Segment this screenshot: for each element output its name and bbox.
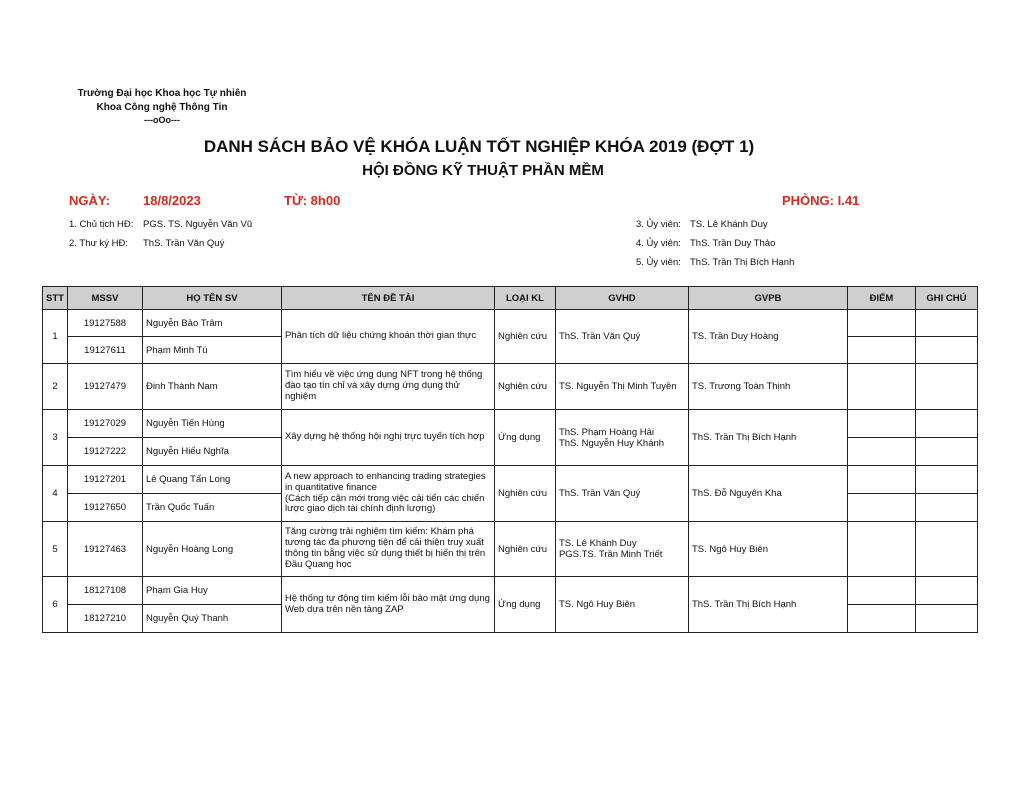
advisor-cell <box>555 410 688 466</box>
score-cell[interactable] <box>847 438 915 466</box>
time-value: TỪ: 8h00 <box>284 193 341 208</box>
table-row <box>43 522 978 577</box>
document-title: DANH SÁCH BẢO VỆ KHÓA LUẬN TỐT NGHIỆP KHÓA 2019 (ĐỢT 1) <box>203 137 755 156</box>
thesis-type: Nghiên cứu <box>494 364 555 410</box>
student-name: Nguyễn Quý Thanh <box>142 605 281 633</box>
council-member-5 <box>636 257 794 268</box>
student-id: 19127222 <box>67 438 142 466</box>
advisor-cell: TS. Ngô Huy Biên <box>555 577 688 633</box>
row-stt: 5 <box>43 522 68 577</box>
header-ornament: ---oOo--- <box>144 115 180 125</box>
header-notes: GHI CHÚ <box>915 287 977 310</box>
table-row <box>43 466 978 494</box>
member3-name: TS. Lê Khánh Duy <box>690 219 768 230</box>
advisor-cell: ThS. Trần Văn Quý <box>555 310 688 364</box>
score-cell[interactable] <box>847 494 915 522</box>
secretary-role: 2. Thư ký HĐ: <box>69 238 128 249</box>
notes-cell[interactable] <box>915 438 977 466</box>
topic-english: A new approach to enhancing trading strategies in quantitative finance <box>284 470 486 493</box>
reviewer-cell: ThS. Đỗ Nguyên Kha <box>688 466 847 522</box>
topic-cell: Phân tích dữ liệu chứng khoán thời gian thực <box>281 310 494 364</box>
row-stt: 3 <box>43 410 68 466</box>
member5-role: 5. Ủy viên: <box>636 257 681 268</box>
notes-cell[interactable] <box>915 494 977 522</box>
notes-cell[interactable] <box>915 310 977 337</box>
student-id: 19127029 <box>67 410 142 438</box>
thesis-type: Nghiên cứu <box>494 522 555 577</box>
university-name: Trường Đại học Khoa học Tự nhiên <box>77 88 247 99</box>
student-id: 18127108 <box>67 577 142 605</box>
topic-cell: Tìm hiểu về việc ứng dụng NFT trong hệ thống đào tạo tín chỉ và xây dựng ứng dụng thử nghiệm <box>281 364 494 410</box>
notes-cell[interactable] <box>915 605 977 633</box>
table-row <box>43 364 978 410</box>
faculty-name: Khoa Công nghệ Thông Tin <box>96 102 228 113</box>
student-name: Phạm Minh Tú <box>142 337 281 364</box>
student-name: Nguyễn Tiến Hùng <box>142 410 281 438</box>
date-value: 18/8/2023 <box>143 193 201 208</box>
table-row <box>43 577 978 605</box>
topic-cell <box>281 466 494 522</box>
header-topic: TÊN ĐỀ TÀI <box>281 287 494 310</box>
notes-cell[interactable] <box>915 466 977 494</box>
header-student-name: HỌ TÊN SV <box>142 287 281 310</box>
thesis-type: Ứng dụng <box>494 577 555 633</box>
advisor-cell: ThS. Trần Văn Quý <box>555 466 688 522</box>
row-stt: 4 <box>43 466 68 522</box>
advisor-name: ThS. Phạm Hoàng Hải <box>558 426 654 438</box>
student-id: 19127463 <box>67 522 142 577</box>
student-name: Nguyễn Hiếu Nghĩa <box>142 438 281 466</box>
student-id: 19127650 <box>67 494 142 522</box>
score-cell[interactable] <box>847 310 915 337</box>
score-cell[interactable] <box>847 605 915 633</box>
student-id: 19127201 <box>67 466 142 494</box>
header-stt: STT <box>43 287 68 310</box>
reviewer-cell: ThS. Trần Thị Bích Hạnh <box>688 410 847 466</box>
council-secretary <box>69 238 224 249</box>
topic-cell: Hệ thống tự động tìm kiếm lỗi bảo mật ứng dụng Web dựa trên nền tảng ZAP <box>281 577 494 633</box>
reviewer-cell: TS. Trần Duy Hoàng <box>688 310 847 364</box>
header-reviewer: GVPB <box>688 287 847 310</box>
score-cell[interactable] <box>847 410 915 438</box>
member4-name: ThS. Trần Duy Thảo <box>690 238 776 249</box>
student-id: 19127611 <box>67 337 142 364</box>
advisor-name: PGS.TS. Trần Minh Triết <box>558 549 663 560</box>
member3-role: 3. Ủy viên: <box>636 219 681 230</box>
score-cell[interactable] <box>847 577 915 605</box>
topic-cell: Tăng cường trải nghiệm tìm kiếm: Khám phá tương tác đa phương tiện để cải thiện truy xuất thông tin bằng việc sử dụng thiết bị hiển thị trên Đầu Quang học <box>281 522 494 577</box>
header-advisor: GVHD <box>555 287 688 310</box>
student-id: 19127479 <box>67 364 142 410</box>
header-mssv: MSSV <box>67 287 142 310</box>
row-stt: 1 <box>43 310 68 364</box>
student-name: Lê Quang Tấn Long <box>142 466 281 494</box>
notes-cell[interactable] <box>915 522 977 577</box>
advisor-name: TS. Lê Khánh Duy <box>558 538 637 549</box>
reviewer-cell: TS. Ngô Huy Biên <box>688 522 847 577</box>
table-header-row <box>43 287 978 310</box>
student-name: Phạm Gia Huy <box>142 577 281 605</box>
member5-name: ThS. Trần Thị Bích Hạnh <box>690 257 795 268</box>
row-stt: 2 <box>43 364 68 410</box>
thesis-type: Nghiên cứu <box>494 310 555 364</box>
topic-cell: Xây dựng hệ thống hội nghị trực tuyến tích hợp <box>281 410 494 466</box>
notes-cell[interactable] <box>915 337 977 364</box>
score-cell[interactable] <box>847 466 915 494</box>
council-member-3 <box>636 219 768 230</box>
student-name: Nguyễn Bảo Trâm <box>142 310 281 337</box>
advisor-cell <box>555 522 688 577</box>
advisor-cell: TS. Nguyễn Thị Minh Tuyền <box>555 364 688 410</box>
score-cell[interactable] <box>847 337 915 364</box>
secretary-name: ThS. Trần Văn Quý <box>143 238 225 249</box>
header-score: ĐIỂM <box>847 287 915 310</box>
table-row <box>43 410 978 438</box>
student-name: Nguyễn Hoàng Long <box>142 522 281 577</box>
student-name: Đinh Thành Nam <box>142 364 281 410</box>
member4-role: 4. Ủy viên: <box>636 238 681 249</box>
chair-name: PGS. TS. Nguyễn Văn Vũ <box>143 219 253 230</box>
score-cell[interactable] <box>847 364 915 410</box>
advisor-name: ThS. Nguyễn Huy Khánh <box>558 437 665 449</box>
notes-cell[interactable] <box>915 577 977 605</box>
defense-schedule-table <box>42 286 978 633</box>
reviewer-cell: ThS. Trần Thị Bích Hạnh <box>688 577 847 633</box>
table-row <box>43 310 978 337</box>
council-chair <box>69 219 252 230</box>
notes-cell[interactable] <box>915 410 977 438</box>
notes-cell[interactable] <box>915 364 977 410</box>
date-label: NGÀY: <box>69 193 110 208</box>
header-type: LOẠI KL <box>494 287 555 310</box>
student-id: 19127588 <box>67 310 142 337</box>
student-id: 18127210 <box>67 605 142 633</box>
thesis-type: Ứng dụng <box>494 410 555 466</box>
chair-role: 1. Chủ tịch HĐ: <box>69 219 134 230</box>
student-name: Trần Quốc Tuấn <box>142 494 281 522</box>
council-name: HỘI ĐỒNG KỸ THUẬT PHẦN MỀM <box>362 162 604 179</box>
room-value: PHÒNG: I.41 <box>782 193 860 208</box>
score-cell[interactable] <box>847 522 915 577</box>
council-member-4 <box>636 238 775 249</box>
thesis-type: Nghiên cứu <box>494 466 555 522</box>
row-stt: 6 <box>43 577 68 633</box>
topic-vietnamese: (Cách tiếp cận mới trong việc cải tiến các chiến lược giao dịch tài chính định lượng) <box>284 492 485 515</box>
reviewer-cell: TS. Trương Toàn Thịnh <box>688 364 847 410</box>
